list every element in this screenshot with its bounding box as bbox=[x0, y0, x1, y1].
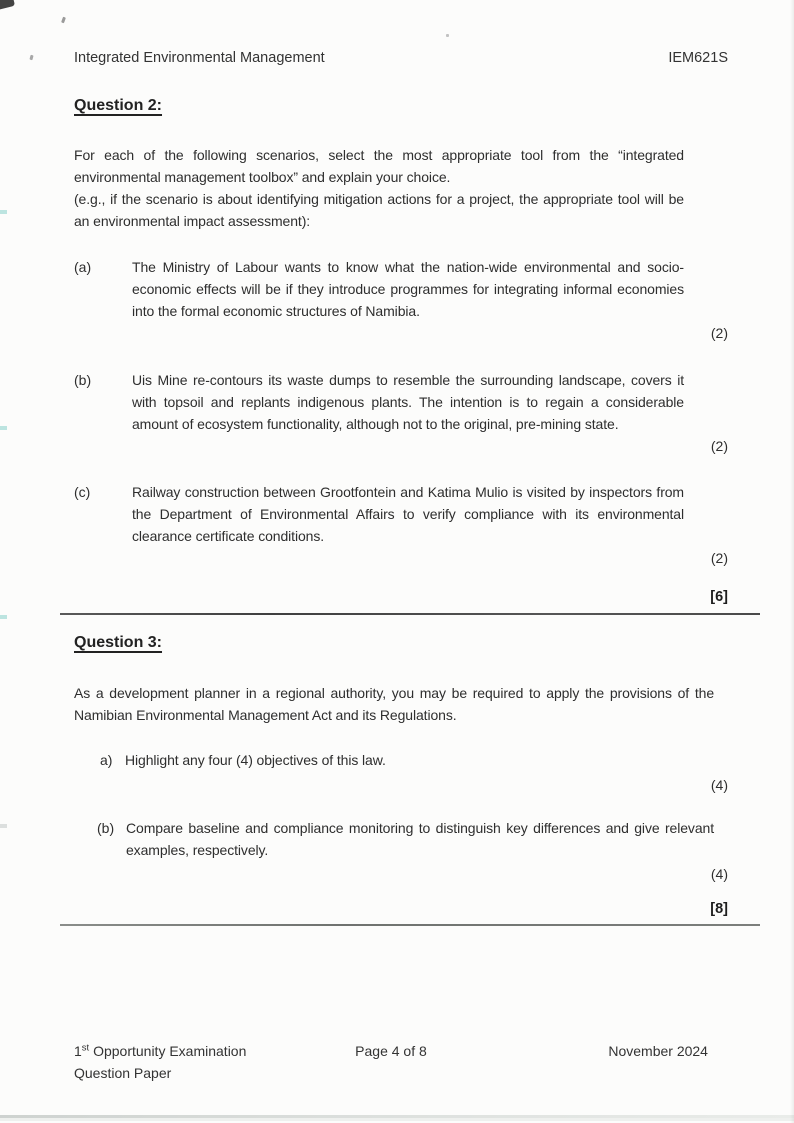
item-marks: (4) bbox=[710, 777, 728, 793]
footer-exam-line2: Question Paper bbox=[74, 1065, 172, 1081]
item-text: Railway construction between Grootfontein and Katima Mulio is visited by inspectors from the Department of Environmental Affairs to verify compliance with its environmental clearance certificate conditions. bbox=[132, 484, 684, 544]
page-right-edge-shadow bbox=[790, 0, 794, 1123]
scan-edge-mark bbox=[0, 426, 7, 430]
item-marks: (2) bbox=[710, 325, 728, 341]
question-2-item-c bbox=[74, 481, 728, 547]
document-header bbox=[74, 50, 728, 66]
section-divider-rule bbox=[60, 924, 760, 926]
scan-speck bbox=[29, 55, 33, 61]
scan-edge-mark bbox=[0, 615, 7, 619]
item-text: Compare baseline and compliance monitoring to distinguish key differences and give relevant examples, respectively. bbox=[126, 820, 714, 858]
ordinal-suffix: st bbox=[81, 1042, 90, 1054]
question-2-item-b bbox=[74, 369, 728, 435]
item-label: (b) bbox=[97, 820, 115, 836]
page-bottom-shadow bbox=[0, 1115, 794, 1118]
footer-page-number: Page 4 of 8 bbox=[355, 1043, 427, 1059]
page-bottom-shadow bbox=[0, 1118, 794, 1121]
document-footer bbox=[74, 1040, 728, 1084]
item-text: The Ministry of Labour wants to know what the nation-wide environmental and socio-economic effects will be if they introduce programmes for integrating informal economies into the formal economic structures of Namibia. bbox=[132, 259, 684, 319]
scan-speck bbox=[61, 17, 66, 24]
footer-exam-line1: 1st Opportunity Examination bbox=[74, 1042, 247, 1059]
scan-corner-smudge bbox=[0, 0, 15, 10]
course-title: Integrated Environmental Management bbox=[74, 50, 325, 66]
question-3-total-marks: [8] bbox=[710, 901, 728, 917]
course-code: IEM621S bbox=[668, 50, 728, 66]
scan-edge-mark bbox=[0, 210, 7, 214]
item-marks: (2) bbox=[710, 438, 728, 454]
question-3-item-a bbox=[100, 749, 728, 771]
question-3-item-b bbox=[97, 817, 728, 861]
question-2-total-marks: [6] bbox=[710, 589, 728, 605]
item-text: Uis Mine re-contours its waste dumps to resemble the surrounding landscape, covers it with topsoil and replants indigenous plants. The intention is to regain a considerable amount of ecosystem functionality, although not to the original, pre-mining state. bbox=[132, 372, 684, 432]
section-divider-rule bbox=[60, 613, 760, 615]
question-2-section bbox=[74, 97, 728, 615]
item-marks: (2) bbox=[710, 550, 728, 566]
item-label: a) bbox=[100, 752, 113, 768]
question-2-intro-example: (e.g., if the scenario is about identifying mitigation actions for a project, the appropriate tool will be an environmental impact assessment): bbox=[74, 191, 684, 229]
item-label: (a) bbox=[74, 259, 92, 275]
question-2-intro: For each of the following scenarios, select the most appropriate tool from the “integrated environmental management toolbox” and explain your choice. bbox=[74, 147, 684, 185]
item-text: Highlight any four (4) objectives of this law. bbox=[125, 752, 386, 768]
question-3-section bbox=[74, 634, 728, 926]
footer-date: November 2024 bbox=[608, 1043, 708, 1059]
question-3-heading: Question 3: bbox=[74, 634, 163, 651]
scan-edge-mark bbox=[0, 824, 7, 828]
page-content bbox=[74, 0, 728, 926]
item-marks: (4) bbox=[710, 866, 728, 882]
item-label: (c) bbox=[74, 484, 91, 500]
question-2-item-a bbox=[74, 256, 728, 322]
question-2-heading: Question 2: bbox=[74, 97, 163, 114]
footer-exam-info bbox=[74, 1040, 285, 1084]
question-3-intro: As a development planner in a regional authority, you may be required to apply the provisions of the Namibian Environmental Management Act and its Regulations. bbox=[74, 685, 714, 723]
item-label: (b) bbox=[74, 372, 92, 388]
